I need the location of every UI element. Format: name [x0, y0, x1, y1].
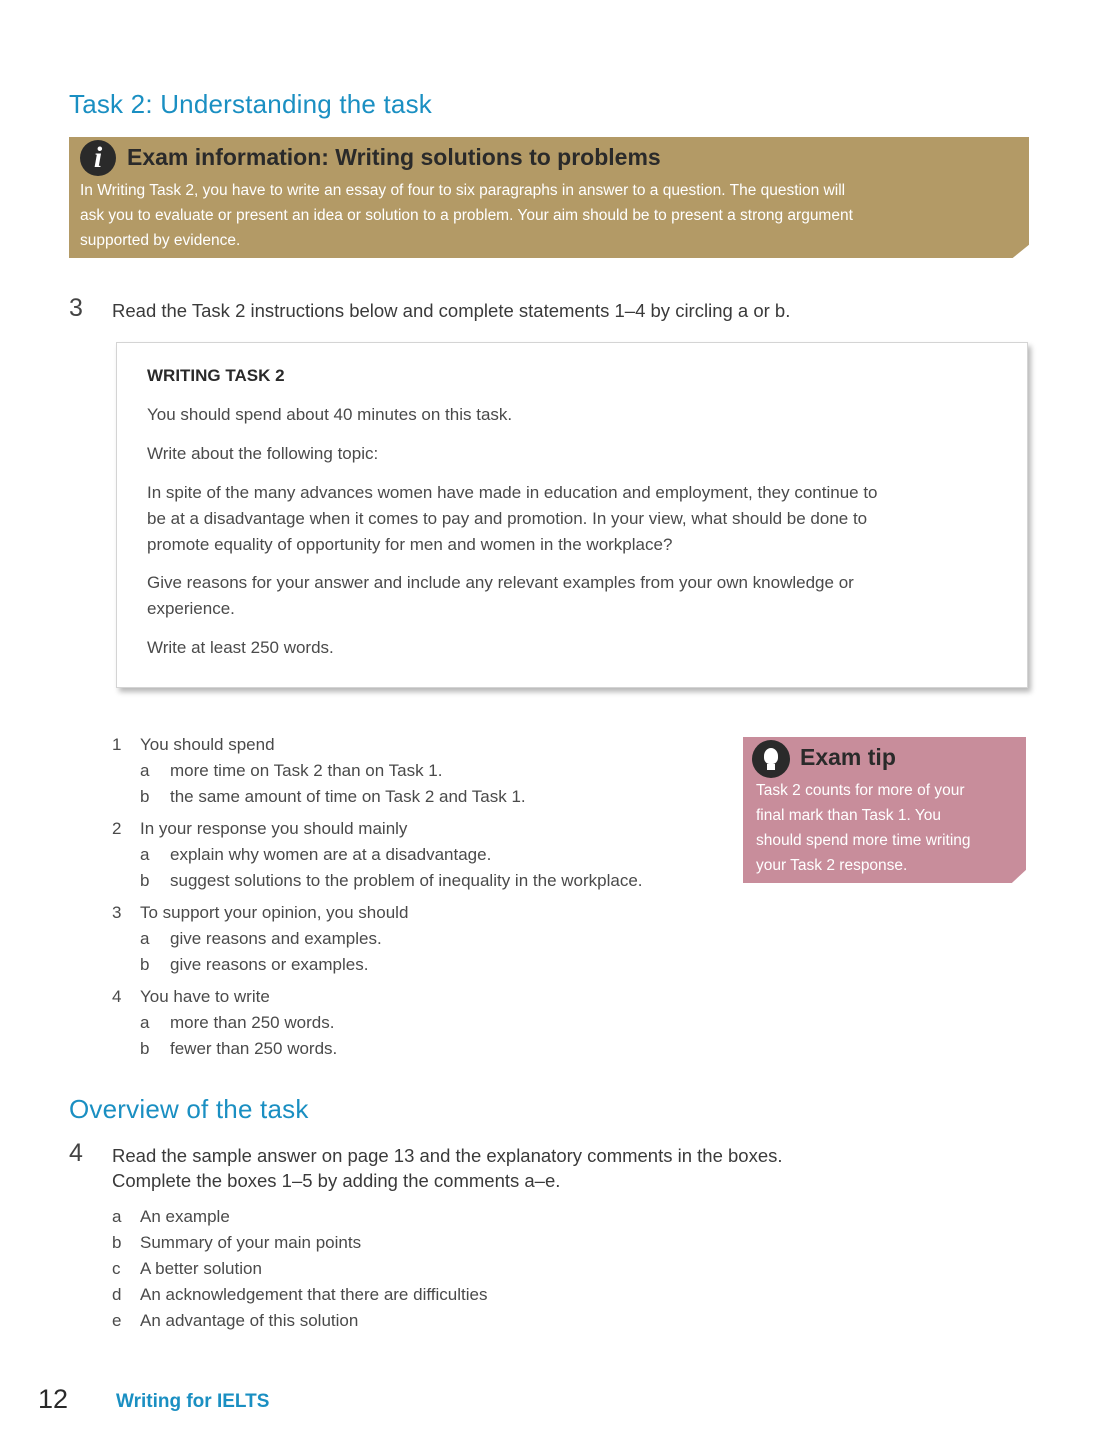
writing-task-time-instruction: You should spend about 40 minutes on this task. — [147, 405, 513, 424]
option-text: fewer than 250 words. — [170, 1039, 338, 1058]
exam-tip-body — [756, 778, 1016, 878]
exam-tip-line: your Task 2 response. — [756, 857, 908, 874]
section-heading-overview: Overview of the task — [69, 1094, 309, 1124]
exam-tip-line: final mark than Task 1. You — [756, 807, 941, 824]
question-number-3: 3 — [69, 294, 83, 322]
exam-information-title: Exam information: Writing solutions to problems — [127, 144, 661, 170]
exam-information-line: ask you to evaluate or present an idea or solution to a problem. Your aim should be to present a strong argument — [80, 207, 853, 224]
statement-item — [112, 984, 643, 1010]
option-label: d — [112, 1285, 122, 1304]
statement-number: 3 — [112, 903, 122, 922]
comment-option — [112, 1230, 487, 1256]
info-icon: i — [80, 140, 116, 176]
comment-option — [112, 1204, 487, 1230]
writing-task-title: WRITING TASK 2 — [147, 366, 285, 385]
exam-tip-title: Exam tip — [800, 744, 896, 770]
page-number: 12 — [38, 1384, 69, 1414]
statement-option[interactable] — [112, 784, 643, 810]
statement-stem: You have to write — [140, 987, 270, 1006]
option-text: A better solution — [140, 1259, 262, 1278]
writing-task-word-count: Write at least 250 words. — [147, 638, 334, 657]
statement-option[interactable] — [112, 1036, 643, 1062]
statement-stem: You should spend — [140, 735, 275, 754]
statement-stem: To support your opinion, you should — [140, 903, 409, 922]
question-4-line: Read the sample answer on page 13 and the explanatory comments in the boxes. — [112, 1145, 783, 1166]
option-label: a — [140, 1013, 150, 1032]
statement-list — [112, 732, 643, 1062]
statement-number: 1 — [112, 735, 122, 754]
question-3-instruction: Read the Task 2 instructions below and complete statements 1–4 by circling a or b. — [112, 300, 791, 321]
comment-options-list — [112, 1204, 487, 1334]
option-label: b — [140, 955, 150, 974]
writing-task-topic-intro: Write about the following topic: — [147, 444, 379, 463]
option-label: b — [140, 871, 150, 890]
writing-task-reasons-line: experience. — [147, 599, 235, 618]
comment-option — [112, 1256, 487, 1282]
section-heading-understanding-task: Task 2: Understanding the task — [69, 89, 432, 119]
exam-tip-line: should spend more time writing — [756, 832, 971, 849]
statement-option[interactable] — [112, 926, 643, 952]
writing-task-reasons-line: Give reasons for your answer and include any relevant examples from your own knowledge or — [147, 573, 854, 592]
writing-task-topic-line: be at a disadvantage when it comes to pay and promotion. In your view, what should be done to — [147, 509, 868, 528]
option-label: e — [112, 1311, 122, 1330]
option-text: An example — [140, 1207, 230, 1226]
statement-option[interactable] — [112, 1010, 643, 1036]
statement-option[interactable] — [112, 868, 643, 894]
option-text: explain why women are at a disadvantage. — [170, 845, 492, 864]
option-label: b — [112, 1233, 122, 1252]
option-text: give reasons and examples. — [170, 929, 382, 948]
question-4-line: Complete the boxes 1–5 by adding the comments a–e. — [112, 1170, 561, 1191]
option-label: b — [140, 1039, 150, 1058]
writing-task-topic — [147, 480, 992, 558]
exam-information-line: In Writing Task 2, you have to write an essay of four to six paragraphs in answer to a question. The question will — [80, 182, 846, 199]
option-text: An advantage of this solution — [140, 1311, 359, 1330]
option-label: a — [140, 761, 150, 780]
option-text: more than 250 words. — [170, 1013, 335, 1032]
exam-information-line: supported by evidence. — [80, 232, 241, 249]
statement-option[interactable] — [112, 842, 643, 868]
lightbulb-icon — [752, 740, 790, 778]
option-text: suggest solutions to the problem of inequality in the workplace. — [170, 871, 643, 890]
option-label: a — [112, 1207, 122, 1226]
writing-task-topic-line: In spite of the many advances women have made in education and employment, they continue to — [147, 483, 878, 502]
option-text: give reasons or examples. — [170, 955, 369, 974]
statement-stem: In your response you should mainly — [140, 819, 408, 838]
statement-option[interactable] — [112, 758, 643, 784]
comment-option — [112, 1308, 487, 1334]
option-label: c — [112, 1259, 121, 1278]
option-text: Summary of your main points — [140, 1233, 362, 1252]
option-text: the same amount of time on Task 2 and Task 1. — [170, 787, 526, 806]
question-4-instruction — [112, 1143, 783, 1193]
option-label: b — [140, 787, 150, 806]
comment-option — [112, 1282, 487, 1308]
statement-item — [112, 900, 643, 926]
exam-tip-line: Task 2 counts for more of your — [756, 782, 965, 799]
option-label: a — [140, 929, 150, 948]
question-number-4: 4 — [69, 1139, 83, 1167]
statement-item — [112, 732, 643, 758]
statement-number: 2 — [112, 819, 122, 838]
statement-item — [112, 816, 643, 842]
book-title: Writing for IELTS — [116, 1391, 270, 1412]
option-text: more time on Task 2 than on Task 1. — [170, 761, 443, 780]
statement-number: 4 — [112, 987, 122, 1006]
option-label: a — [140, 845, 150, 864]
statement-option[interactable] — [112, 952, 643, 978]
option-text: An acknowledgement that there are difficulties — [140, 1285, 488, 1304]
writing-task-reasons — [147, 570, 992, 622]
exam-information-body — [80, 178, 980, 253]
writing-task-topic-line: promote equality of opportunity for men and women in the workplace? — [147, 535, 673, 554]
